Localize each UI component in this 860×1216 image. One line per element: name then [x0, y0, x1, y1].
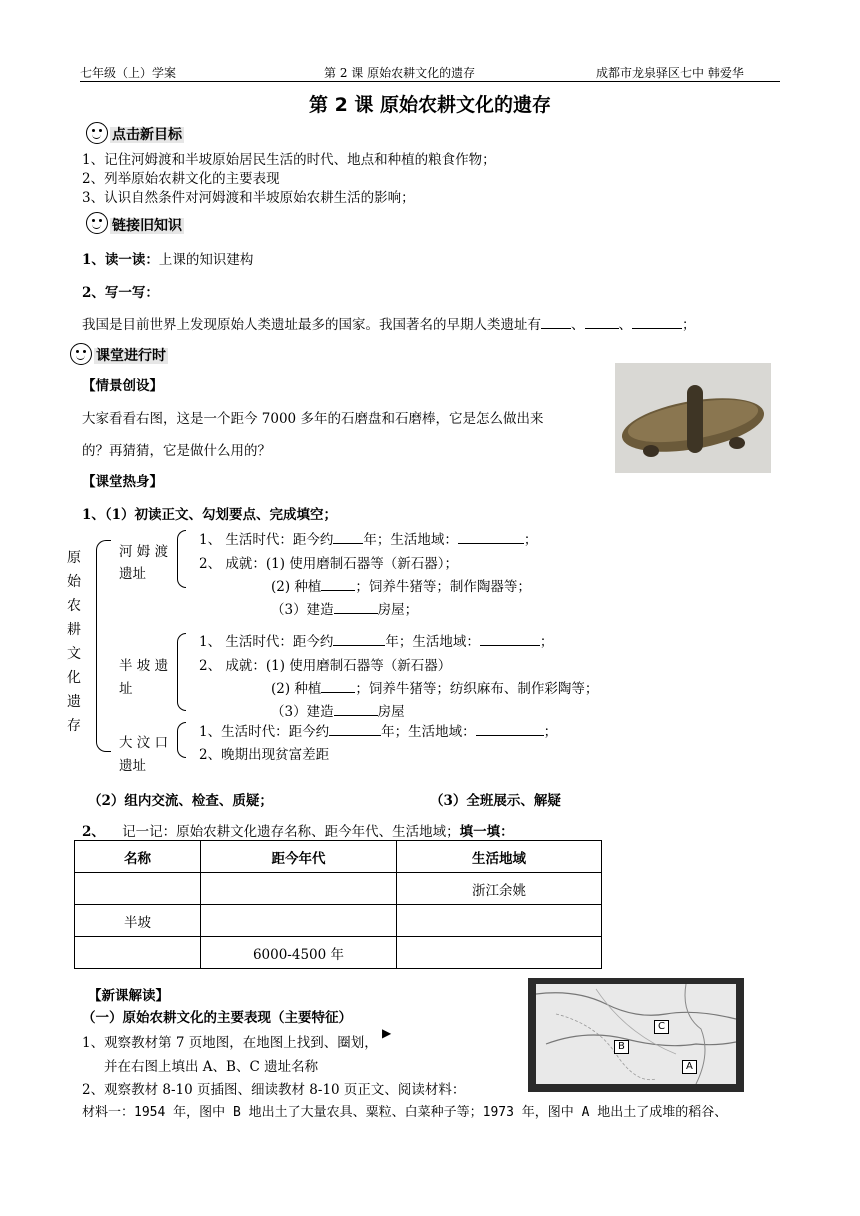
banpo-name-1: 半 坡 遗 — [119, 658, 169, 674]
newlesson-line-4: 材料一：1954 年，图中 B 地出土了大量农具、粟粒、白菜种子等；1973 年，图中 A 地出土了成堆的稻谷、 — [82, 1105, 728, 1120]
warmup-heading: 【课堂热身】 — [82, 474, 163, 490]
table-cell[interactable] — [201, 905, 397, 937]
banpo-line-1: 1、 生活时代：距今约 年；生活地域： ； — [199, 634, 554, 650]
table-cell[interactable] — [75, 873, 201, 905]
table-cell[interactable]: 半坡 — [75, 905, 201, 937]
dawenkou-name-2: 遗址 — [119, 758, 146, 774]
hemudu-line-3: (2) 种植 ；饲养牛猪等；制作陶器等； — [271, 579, 531, 595]
culture-table — [74, 840, 602, 969]
warmup-q2: （2）组内交流、检查、质疑； — [88, 793, 273, 809]
hemudu-name-2: 遗址 — [119, 566, 146, 582]
dawenkou-brace — [177, 722, 186, 758]
scenario-line-2: 的？再猜猜，它是做什么用的？ — [82, 443, 271, 459]
banpo-name-2: 址 — [119, 681, 133, 697]
header-left: 七年级（上）学案 — [80, 66, 177, 80]
section-link: 链接旧知识 — [112, 218, 182, 234]
warmup-q3: （3）全班展示、解疑 — [430, 793, 561, 809]
hemudu-line-2: 2、 成就：(1) 使用磨制石器等（新石器）； — [199, 556, 459, 572]
section-class: 课堂进行时 — [96, 348, 166, 364]
table-header: 距今年代 — [201, 841, 397, 873]
dawenkou-name-1: 大 汶 口 — [119, 735, 169, 751]
hemudu-line-1: 1、 生活时代：距今约 年；生活地域： ； — [199, 532, 538, 548]
table-cell[interactable]: 6000-4500 年 — [201, 937, 397, 969]
banpo-line-4: （3）建造 房屋 — [271, 704, 405, 720]
map-label-a: A — [682, 1060, 697, 1074]
read-line: 1、读一读：上课的知识建构 — [82, 252, 254, 268]
table-row — [75, 905, 602, 937]
warmup-q1: 1、（1）初读正文、勾划要点、完成填空； — [82, 507, 338, 523]
goal-1: 1、记住河姆渡和半坡原始居民生活的时代、地点和种植的粮食作物； — [82, 152, 496, 168]
page-title: 第 2 课 原始农耕文化的遗存 — [308, 94, 552, 116]
hemudu-line-4: （3）建造 房屋； — [271, 602, 419, 618]
table-cell[interactable] — [201, 873, 397, 905]
map-label-c: C — [654, 1020, 669, 1034]
write-line: 我国是目前世界上发现原始人类遗址最多的国家。我国著名的早期人类遗址有 、 、 ； — [82, 317, 696, 333]
goal-3: 3、认识自然条件对河姆渡和半坡原始农耕生活的影响； — [82, 190, 415, 206]
cursor-icon: ▶ — [382, 1026, 392, 1040]
dawenkou-line-2: 2、晚期出现贫富差距 — [199, 747, 330, 763]
table-header: 名称 — [75, 841, 201, 873]
table-cell[interactable] — [397, 905, 602, 937]
dawenkou-line-1: 1、生活时代：距今约 年；生活地域： ； — [199, 724, 558, 740]
table-row — [75, 873, 602, 905]
header-center: 第 2 课 原始农耕文化的遗存 — [324, 66, 476, 80]
table-header: 生活地域 — [397, 841, 602, 873]
banpo-brace — [177, 633, 186, 711]
scenario-heading: 【情景创设】 — [82, 378, 163, 394]
table-header-row — [75, 841, 602, 873]
table-cell[interactable] — [397, 937, 602, 969]
vertical-label: 原始农耕文化遗存 — [67, 550, 81, 734]
newlesson-line-2: 并在右图上填出 A、B、C 遗址名称 — [104, 1059, 319, 1075]
hemudu-name-1: 河 姆 渡 — [119, 544, 169, 560]
header-right: 成都市龙泉驿区七中 韩爱华 — [596, 66, 744, 80]
newlesson-line-3: 2、观察教材 8-10 页插图、细读教材 8-10 页正文、阅读材料： — [82, 1082, 466, 1098]
newlesson-heading: 【新课解读】 — [88, 988, 169, 1004]
banpo-line-3: (2) 种植 ；饲养牛猪等；纺织麻布、制作彩陶等； — [271, 681, 599, 697]
smiley-icon — [70, 343, 92, 365]
newlesson-line-1: 1、观察教材第 7 页地图，在地图上找到、圈划， — [82, 1035, 378, 1051]
header-rule — [80, 81, 780, 82]
write-label: 2、写一写： — [82, 285, 159, 301]
grinding-stone-photo — [615, 363, 771, 473]
newlesson-sub: （一）原始农耕文化的主要表现（主要特征） — [82, 1010, 352, 1026]
memo-line: 2、 记一记：原始农耕文化遗存名称、距今年代、生活地域；填一填： — [82, 824, 514, 840]
banpo-line-2: 2、 成就：(1) 使用磨制石器等（新石器） — [199, 658, 452, 674]
table-cell[interactable]: 浙江余姚 — [397, 873, 602, 905]
table-row — [75, 937, 602, 969]
goal-2: 2、列举原始农耕文化的主要表现 — [82, 171, 280, 187]
site-map — [528, 978, 744, 1092]
table-cell[interactable] — [75, 937, 201, 969]
map-label-b: B — [614, 1040, 629, 1054]
hemudu-brace — [177, 530, 186, 588]
section-goals: 点击新目标 — [112, 127, 182, 143]
smiley-icon — [86, 122, 108, 144]
smiley-icon — [86, 212, 108, 234]
main-brace — [96, 540, 111, 752]
scenario-line-1: 大家看看右图，这是一个距今 7000 多年的石磨盘和石磨棒，它是怎么做出来 — [82, 411, 544, 427]
